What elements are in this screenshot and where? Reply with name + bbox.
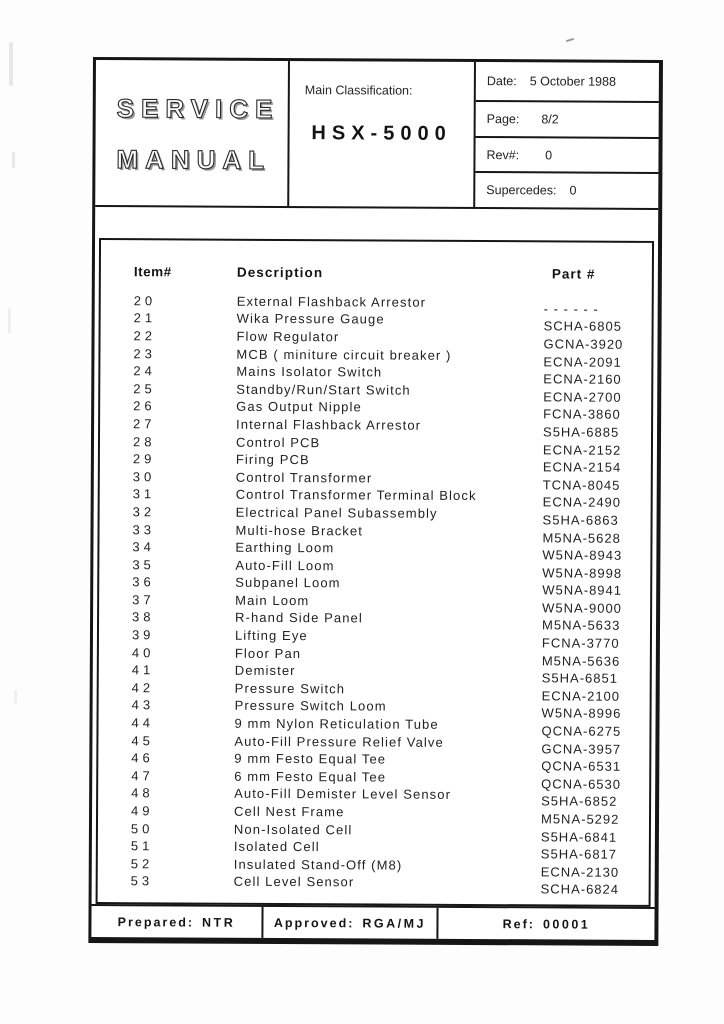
row-part-number: S5HA-6817 xyxy=(540,846,618,862)
classification-label: Main Classification: xyxy=(304,83,413,98)
scan-smudge xyxy=(9,42,13,86)
row-item-number: 46 xyxy=(131,750,154,766)
row-part-number: QCNA-6531 xyxy=(541,758,622,775)
row-item-number: 29 xyxy=(132,451,156,467)
meta-row-rev xyxy=(475,138,658,174)
row-part-number: S5HA-6852 xyxy=(541,793,618,810)
row-description: Flow Regulator xyxy=(236,328,340,345)
footer-ref xyxy=(438,908,654,940)
row-item-number: 28 xyxy=(132,433,156,449)
footer xyxy=(91,904,654,940)
footer-approved-label: Approved: xyxy=(273,915,355,930)
row-item-number: 41 xyxy=(131,662,155,678)
parts-table-header xyxy=(101,240,652,282)
row-part-number: W5NA-8998 xyxy=(542,565,623,581)
row-description: Mains Isolator Switch xyxy=(236,363,383,380)
row-item-number: 36 xyxy=(132,574,155,590)
row-part-number: ECNA-2091 xyxy=(543,353,622,370)
row-item-number: 33 xyxy=(132,521,156,537)
row-item-number: 23 xyxy=(133,345,156,361)
row-item-number: 49 xyxy=(131,803,154,819)
title-block xyxy=(95,60,290,206)
row-item-number: 25 xyxy=(133,380,156,397)
parts-table xyxy=(96,238,654,907)
row-part-number: ECNA-2152 xyxy=(542,441,622,458)
document-frame xyxy=(88,57,663,946)
row-description: Firing PCB xyxy=(235,451,310,468)
title-word-manual: MANUAL xyxy=(116,144,272,175)
column-header-item: Item# xyxy=(133,264,172,280)
row-part-number: M5NA-5633 xyxy=(541,617,621,634)
meta-label: Page: xyxy=(486,112,520,127)
row-part-number: S5HA-6863 xyxy=(542,512,619,528)
meta-label: Rev#: xyxy=(486,147,520,162)
footer-ref-label: Ref: xyxy=(502,916,536,931)
footer-approved xyxy=(263,907,438,939)
row-part-number: ECNA-2160 xyxy=(543,371,622,387)
row-description: Auto-Fill Demister Level Sensor xyxy=(234,786,452,803)
row-part-number: SCHA-6824 xyxy=(540,881,620,898)
parts-table-rows xyxy=(98,292,652,898)
row-part-number: S5HA-6851 xyxy=(541,670,619,687)
footer-prepared-label: Prepared: xyxy=(117,914,195,930)
footer-approved-value: RGA/MJ xyxy=(362,915,427,931)
row-item-number: 38 xyxy=(132,609,155,625)
row-description: Main Loom xyxy=(235,592,310,609)
column-header-description: Description xyxy=(236,264,324,281)
row-part-number: W5NA-8996 xyxy=(541,705,622,722)
footer-ref-value: 00001 xyxy=(542,916,591,932)
scan-speckle xyxy=(566,38,574,42)
row-item-number: 35 xyxy=(132,556,155,573)
row-item-number: 34 xyxy=(132,539,155,555)
meta-value: 0 xyxy=(569,183,577,198)
row-item-number: 39 xyxy=(131,627,155,643)
meta-block xyxy=(475,62,659,208)
row-description: 9 mm Festo Equal Tee xyxy=(234,750,387,767)
row-description: Insulated Stand-Off (M8) xyxy=(233,856,403,873)
footer-prepared xyxy=(91,906,263,938)
meta-value: 0 xyxy=(545,148,553,163)
row-description: Pressure Switch xyxy=(234,680,346,697)
scan-smudge xyxy=(12,152,15,168)
row-description: Isolated Cell xyxy=(233,838,320,855)
row-description: Control Transformer xyxy=(235,469,373,486)
scan-smudge xyxy=(14,690,17,704)
row-description: 9 mm Nylon Reticulation Tube xyxy=(234,715,439,732)
row-description: Multi-hose Bracket xyxy=(235,522,364,538)
row-item-number: 21 xyxy=(133,310,157,326)
meta-row-supercedes xyxy=(475,173,658,207)
model-number: HSX-5000 xyxy=(311,122,452,145)
row-part-number: ECNA-2130 xyxy=(540,864,620,880)
row-part-number: W5NA-8943 xyxy=(542,547,623,563)
row-description: Demister xyxy=(234,663,296,679)
column-header-part: Part # xyxy=(551,266,596,282)
row-item-number: 22 xyxy=(133,328,157,344)
row-part-number: QCNA-6275 xyxy=(541,723,622,739)
meta-label: Date: xyxy=(486,74,517,89)
header xyxy=(95,60,659,210)
row-item-number: 44 xyxy=(131,715,155,731)
row-item-number: 47 xyxy=(131,768,154,784)
row-item-number: 20 xyxy=(133,293,157,309)
row-item-number: 40 xyxy=(131,644,155,661)
row-description: Internal Flashback Arrestor xyxy=(236,416,422,433)
blank-band xyxy=(95,207,658,241)
row-part-number: S5HA-6841 xyxy=(540,828,618,845)
row-item-number: 32 xyxy=(132,504,156,520)
row-item-number: 48 xyxy=(131,785,154,801)
row-item-number: 26 xyxy=(133,398,156,414)
row-part-number: QCNA-6530 xyxy=(541,776,622,792)
row-description: Floor Pan xyxy=(234,645,302,661)
row-item-number: 27 xyxy=(133,416,156,432)
row-description: External Flashback Arrestor xyxy=(236,293,427,310)
row-part-number: M5NA-5292 xyxy=(540,811,620,827)
row-part-number: S5HA-6885 xyxy=(543,424,620,440)
footer-prepared-value: NTR xyxy=(202,915,236,930)
title-word-service: SERVICE xyxy=(116,93,280,124)
meta-row-date xyxy=(476,62,659,103)
row-part-number: M5NA-5636 xyxy=(541,653,621,669)
row-part-number: GCNA-3920 xyxy=(543,336,624,352)
row-description: Standby/Run/Start Switch xyxy=(236,381,411,398)
scan-smudge xyxy=(8,308,11,334)
row-part-number: ECNA-2100 xyxy=(541,688,621,704)
row-item-number: 50 xyxy=(130,820,154,836)
row-part-number: GCNA-3957 xyxy=(541,740,622,757)
row-part-number: ECNA-2700 xyxy=(543,389,622,405)
row-description: 6 mm Festo Equal Tee xyxy=(234,768,387,785)
meta-value: 8/2 xyxy=(541,112,559,127)
row-description: Pressure Switch Loom xyxy=(234,698,387,714)
row-part-number: M5NA-5628 xyxy=(542,529,621,546)
classification-block xyxy=(289,61,476,207)
row-description: Subpanel Loom xyxy=(235,575,341,591)
row-description: Auto-Fill Pressure Relief Valve xyxy=(234,733,444,750)
row-item-number: 45 xyxy=(131,732,154,748)
row-description: Non-Isolated Cell xyxy=(233,821,353,837)
row-item-number: 52 xyxy=(130,856,154,872)
row-description: Control PCB xyxy=(235,434,321,450)
row-item-number: 31 xyxy=(132,486,156,502)
row-item-number: 53 xyxy=(130,873,154,889)
row-description: Gas Output Nipple xyxy=(236,399,362,415)
row-item-number: 42 xyxy=(131,680,155,696)
row-description: Earthing Loom xyxy=(235,539,335,556)
row-part-number: FCNA-3770 xyxy=(541,635,620,651)
row-description: Cell Nest Frame xyxy=(234,803,345,820)
row-description: Electrical Panel Subassembly xyxy=(235,504,438,521)
row-part-number: - - - - - - xyxy=(543,301,599,317)
row-part-number: ECNA-2490 xyxy=(542,494,622,511)
row-description: R-hand Side Panel xyxy=(235,610,363,626)
row-description: MCB ( miniture circuit breaker ) xyxy=(236,346,452,363)
row-part-number: W5NA-8941 xyxy=(542,582,623,599)
row-description: Control Transformer Terminal Block xyxy=(235,487,477,504)
row-item-number: 43 xyxy=(131,697,155,713)
meta-label: Supercedes: xyxy=(486,183,557,198)
row-part-number: ECNA-2154 xyxy=(542,459,622,475)
row-part-number: SCHA-6805 xyxy=(543,318,623,335)
row-item-number: 30 xyxy=(132,468,156,485)
row-description: Auto-Fill Loom xyxy=(235,557,335,573)
row-description: Lifting Eye xyxy=(234,627,308,644)
row-item-number: 51 xyxy=(130,838,154,854)
row-description: Wika Pressure Gauge xyxy=(236,311,385,327)
row-item-number: 37 xyxy=(132,592,155,608)
meta-row-page xyxy=(476,102,659,138)
meta-value: 5 October 1988 xyxy=(529,74,616,89)
row-part-number: TCNA-8045 xyxy=(542,477,621,493)
row-part-number: W5NA-9000 xyxy=(542,600,622,616)
row-description: Cell Level Sensor xyxy=(233,874,355,890)
row-item-number: 24 xyxy=(133,363,156,379)
row-part-number: FCNA-3860 xyxy=(543,406,621,423)
